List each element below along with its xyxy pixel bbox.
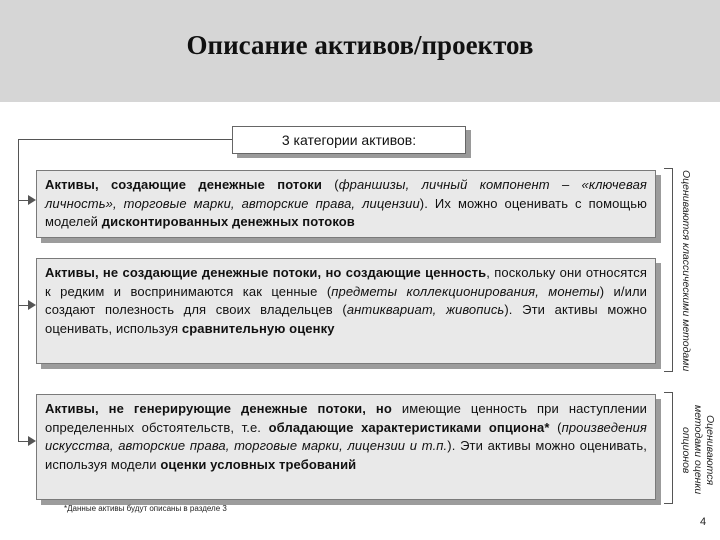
asset-text-segment: предметы коллекционирования, монеты: [331, 283, 600, 299]
asset-text-segment: ). Эти активы можно оценивать, используя: [45, 302, 647, 336]
footnote: *Данные активы будут описаны в разделе 3: [64, 504, 227, 513]
arrow-icon: [28, 436, 36, 446]
asset-text-segment: Активы, создающие денежные потоки: [45, 177, 322, 192]
asset-text-segment: обладающие характеристиками опциона*: [268, 419, 550, 435]
asset-text-segment: ). Их можно оценивать с помощью моделей: [45, 195, 647, 229]
asset-text-segment: оценки условных требований: [160, 456, 357, 472]
asset-category-1: [36, 170, 656, 238]
asset-text-segment: произведения искусства, авторские права, торговые марки, лицензии и т.п.: [45, 419, 647, 453]
asset-text-segment: ) и/или создают полезность для своих владельцев (: [45, 283, 647, 317]
side-label-classic: Оцениваются классическими методами: [680, 170, 692, 372]
asset-text-segment: (: [321, 177, 339, 192]
asset-text-segment: Активы, не создающие денежные потоки, но создающие ценность: [45, 265, 487, 280]
asset-category-2: [36, 258, 656, 364]
page-title: Описание активов/проектов: [186, 30, 534, 60]
asset-text-segment: ). Эти активы можно оценивать, используя модели: [45, 438, 647, 472]
connector-top: [18, 139, 232, 140]
connector-vertical: [18, 139, 19, 442]
bracket-classic: [664, 168, 673, 372]
side-label-option: Оцениваются методами оценки опционов: [680, 405, 716, 495]
categories-label: 3 категории активов:: [232, 126, 466, 154]
asset-text-segment: дисконтированных денежных потоков: [101, 214, 355, 229]
page-number: 4: [700, 516, 707, 528]
asset-text-segment: (: [549, 419, 562, 435]
arrow-icon: [28, 195, 36, 205]
asset-text-segment: антиквариат, живопись: [346, 302, 505, 317]
asset-category-3: [36, 394, 656, 500]
asset-text-segment: имеющие ценность при наступлении определенных обстоятельств, т.е.: [45, 401, 647, 435]
asset-text-segment: сравнительную оценку: [181, 320, 335, 336]
asset-text-segment: , поскольку они относятся к редким и воспринимаются как ценные (: [45, 265, 647, 299]
asset-text-segment: франшизы, личный компонент – «ключевая личность», торговые марки, авторские права, лицензии: [45, 177, 647, 211]
bracket-option: [664, 392, 673, 504]
arrow-icon: [28, 300, 36, 310]
asset-text-segment: Активы, не генерирующие денежные потоки, но: [45, 401, 392, 416]
